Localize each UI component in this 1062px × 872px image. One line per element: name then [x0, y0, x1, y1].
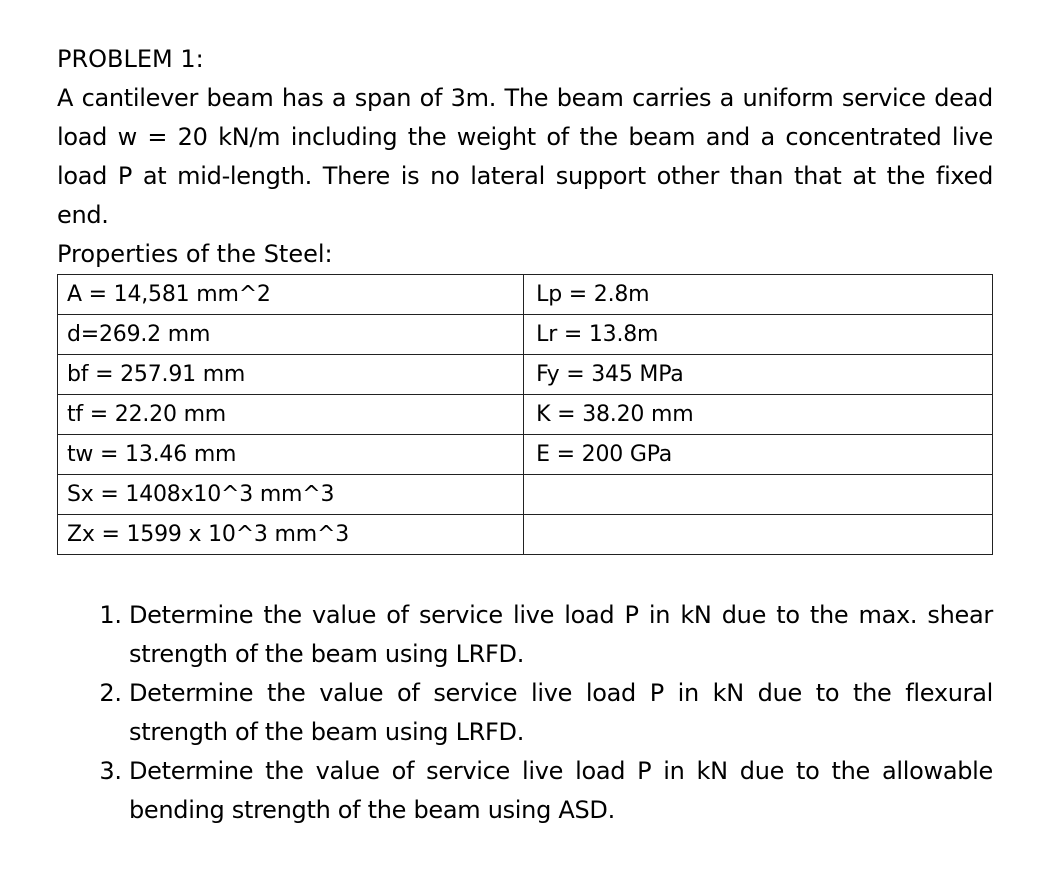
- properties-table: [57, 274, 993, 555]
- property-cell: d=269.2 mm: [58, 315, 524, 355]
- property-cell: Lp = 2.8m: [524, 275, 993, 315]
- question-item: 3. Determine the value of service live load P in kN due to the allowable bending strength of the beam using ASD.: [129, 752, 993, 830]
- table-row: [58, 315, 993, 355]
- problem-heading: PROBLEM 1:: [57, 45, 204, 73]
- table-row: [58, 395, 993, 435]
- property-cell: K = 38.20 mm: [524, 395, 993, 435]
- table-row: [58, 275, 993, 315]
- table-row: [58, 435, 993, 475]
- property-cell: Zx = 1599 x 10^3 mm^3: [58, 515, 524, 555]
- table-row: [58, 475, 993, 515]
- question-item: 2. Determine the value of service live load P in kN due to the flexural strength of the beam using LRFD.: [129, 674, 993, 752]
- property-cell: [524, 475, 993, 515]
- property-cell: E = 200 GPa: [524, 435, 993, 475]
- property-cell: bf = 257.91 mm: [58, 355, 524, 395]
- property-cell: tf = 22.20 mm: [58, 395, 524, 435]
- table-row: [58, 515, 993, 555]
- property-cell: Sx = 1408x10^3 mm^3: [58, 475, 524, 515]
- property-cell: tw = 13.46 mm: [58, 435, 524, 475]
- property-cell: Lr = 13.8m: [524, 315, 993, 355]
- document-page: [57, 40, 993, 830]
- property-cell: A = 14,581 mm^2: [58, 275, 524, 315]
- question-item: 1. Determine the value of service live load P in kN due to the max. shear strength of the beam using LRFD.: [129, 596, 993, 674]
- question-list: [57, 596, 993, 830]
- property-cell: Fy = 345 MPa: [524, 355, 993, 395]
- table-row: [58, 355, 993, 395]
- problem-description: A cantilever beam has a span of 3m. The beam carries a uniform service dead load w = 20 kN/m including the weight of the beam and a concentrated live load P at mid-length. There is no lateral support other than that at the fixed end.: [57, 84, 993, 229]
- properties-title: Properties of the Steel:: [57, 240, 333, 268]
- property-cell: [524, 515, 993, 555]
